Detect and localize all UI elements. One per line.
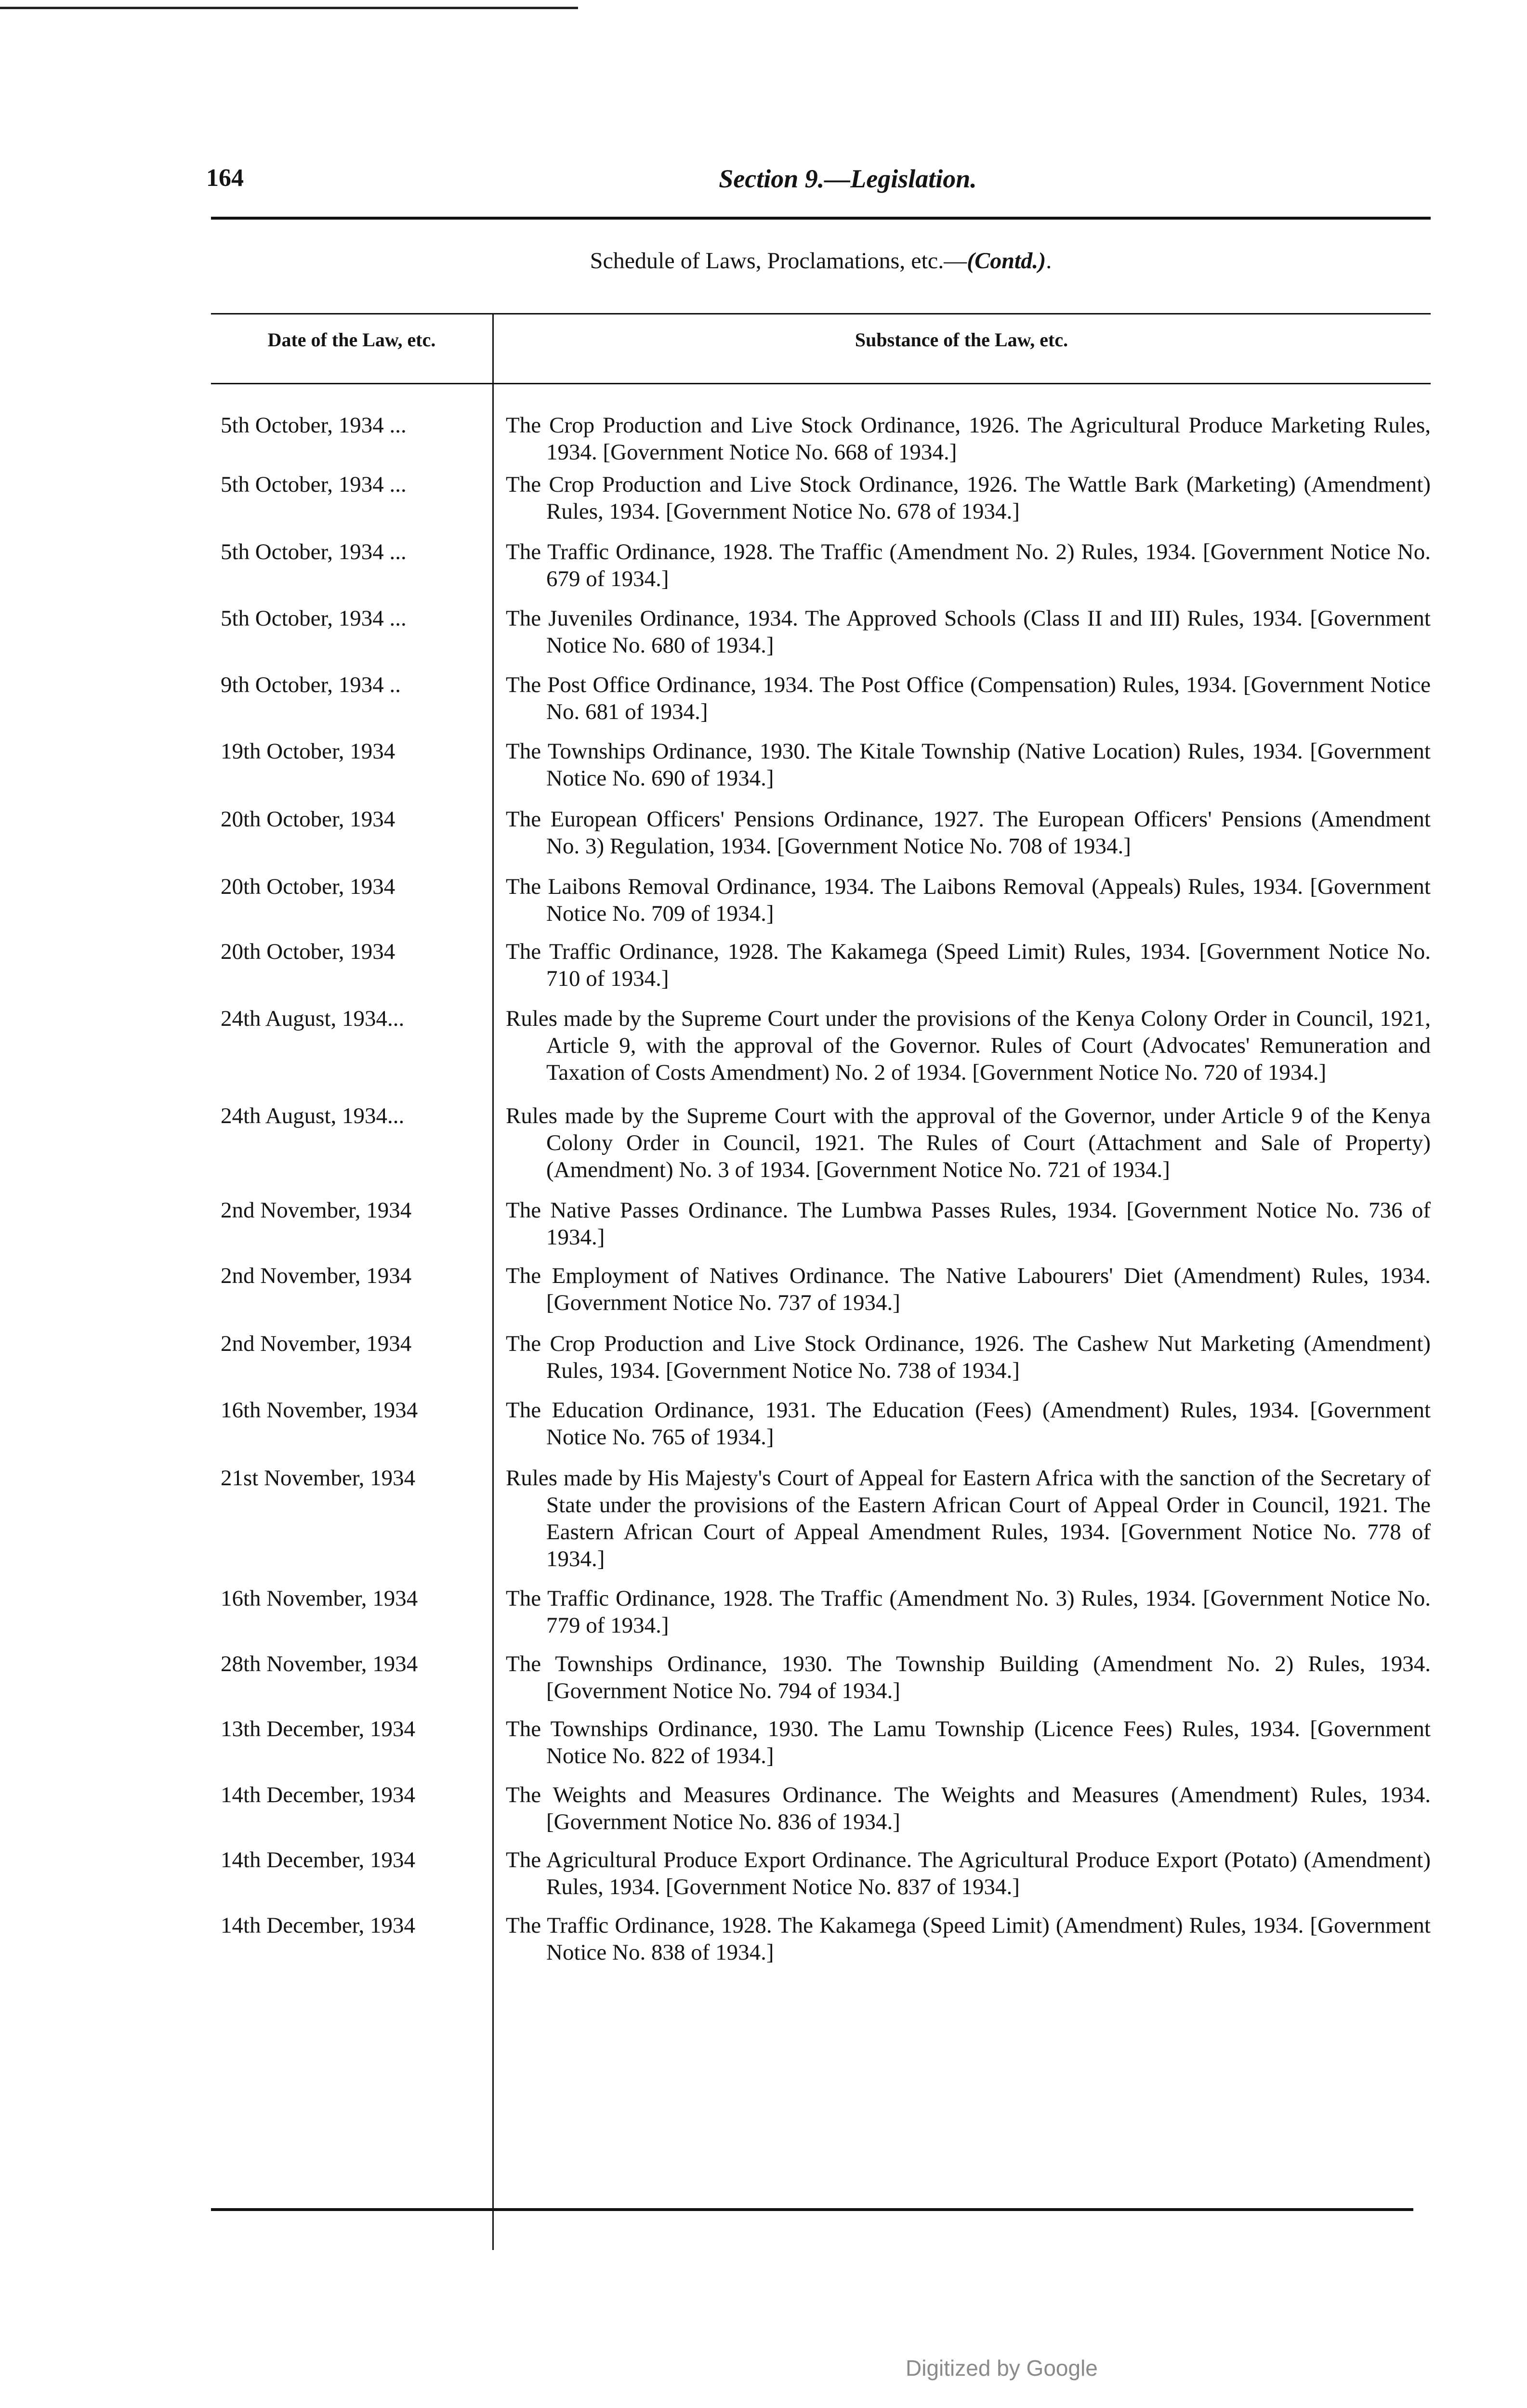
schedule-title <box>211 248 1431 274</box>
law-date: 5th October, 1934 ... <box>221 472 407 497</box>
bottom-rule <box>211 2208 1413 2211</box>
table-row <box>211 1197 1431 1251</box>
law-substance: The Employment of Natives Ordinance. The Native Labourers' Diet (Amendment) Rules, 1934. [Government Notice No. 737 of 1934.] <box>506 1263 1431 1315</box>
law-date: 28th November, 1934 <box>221 1651 418 1676</box>
law-substance: Rules made by His Majesty's Court of Appeal for Eastern Africa with the sanction of the Secretary of State under the provisions of the Eastern African Court of Appeal Order in Council, 1921. The Eastern African Court of Appeal Amendment Rules, 1934. [Government Notice No. 778 of 1934.] <box>506 1466 1431 1571</box>
law-date: 2nd November, 1934 <box>221 1263 412 1288</box>
table-row <box>211 738 1431 792</box>
law-substance: The Weights and Measures Ordinance. The Weights and Measures (Amendment) Rules, 1934. [Government Notice No. 836 of 1934.] <box>506 1782 1431 1834</box>
law-substance: The Traffic Ordinance, 1928. The Traffic (Amendment No. 3) Rules, 1934. [Government Notice No. 779 of 1934.] <box>506 1586 1431 1638</box>
law-substance: The Traffic Ordinance, 1928. The Kakamega (Speed Limit) Rules, 1934. [Government Notice No. 710 of 1934.] <box>506 939 1431 991</box>
law-date: 20th October, 1934 <box>221 939 395 964</box>
law-substance: The Traffic Ordinance, 1928. The Traffic (Amendment No. 2) Rules, 1934. [Government Notice No. 679 of 1934.] <box>506 539 1431 591</box>
top-rule <box>211 217 1431 220</box>
law-date: 2nd November, 1934 <box>221 1198 412 1223</box>
page-number: 164 <box>206 164 244 192</box>
table-row <box>211 1781 1431 1835</box>
table-row <box>211 412 1431 466</box>
table-row <box>211 1330 1431 1384</box>
table-row <box>211 1465 1431 1572</box>
table-row <box>211 1715 1431 1769</box>
law-date: 14th December, 1934 <box>221 1782 416 1807</box>
column-header-date: Date of the Law, etc. <box>267 329 436 351</box>
schedule-contd: (Contd.) <box>967 248 1046 274</box>
digitized-footer: Digitized by Google <box>906 2356 1098 2381</box>
law-substance: Rules made by the Supreme Court under the provisions of the Kenya Colony Order in Council, 1921, Article 9, with the approval of the Governor. Rules of Court (Advocates' Remuneration and Taxation of Costs Amendment) No. 2 of 1934. [Government Notice No. 720 of 1934.] <box>506 1006 1431 1085</box>
table-row <box>211 1650 1431 1704</box>
law-substance: The Education Ordinance, 1931. The Education (Fees) (Amendment) Rules, 1934. [Government Notice No. 765 of 1934.] <box>506 1398 1431 1450</box>
table-row <box>211 1846 1431 1900</box>
law-date: 5th October, 1934 ... <box>221 539 407 564</box>
table-row <box>211 1005 1431 1086</box>
table-row <box>211 605 1431 659</box>
table-row <box>211 538 1431 592</box>
schedule-title-end: . <box>1046 248 1052 274</box>
law-date: 20th October, 1934 <box>221 807 395 832</box>
schedule-table-body <box>211 412 1431 1966</box>
law-date: 16th November, 1934 <box>221 1398 418 1423</box>
law-date: 16th November, 1934 <box>221 1586 418 1611</box>
law-substance: The Townships Ordinance, 1930. The Township Building (Amendment No. 2) Rules, 1934. [Government Notice No. 794 of 1934.] <box>506 1651 1431 1703</box>
law-date: 24th August, 1934... <box>221 1103 405 1128</box>
law-date: 9th October, 1934 .. <box>221 672 401 697</box>
table-row <box>211 873 1431 927</box>
table-row <box>211 471 1431 525</box>
scan-edge-mark <box>0 7 578 9</box>
table-row <box>211 671 1431 725</box>
law-date: 20th October, 1934 <box>221 874 395 899</box>
law-date: 14th December, 1934 <box>221 1847 416 1872</box>
table-header-bottom-rule <box>211 383 1431 384</box>
law-date: 21st November, 1934 <box>221 1466 416 1491</box>
law-date: 24th August, 1934... <box>221 1006 405 1031</box>
table-row <box>211 938 1431 992</box>
law-date: 19th October, 1934 <box>221 739 395 764</box>
table-row <box>211 1912 1431 1966</box>
law-substance: The European Officers' Pensions Ordinance, 1927. The European Officers' Pensions (Amendment No. 3) Regulation, 1934. [Government Notice No. 708 of 1934.] <box>506 807 1431 859</box>
table-row <box>211 1262 1431 1316</box>
law-substance: The Post Office Ordinance, 1934. The Post Office (Compensation) Rules, 1934. [Government Notice No. 681 of 1934.] <box>506 672 1431 724</box>
table-header-top-rule <box>211 313 1431 314</box>
table-row <box>211 1585 1431 1639</box>
column-header-substance: Substance of the Law, etc. <box>855 329 1068 351</box>
law-date: 14th December, 1934 <box>221 1913 416 1938</box>
law-substance: The Juveniles Ordinance, 1934. The Approved Schools (Class II and III) Rules, 1934. [Government Notice No. 680 of 1934.] <box>506 606 1431 658</box>
law-substance: The Townships Ordinance, 1930. The Lamu Township (Licence Fees) Rules, 1934. [Government Notice No. 822 of 1934.] <box>506 1716 1431 1768</box>
schedule-title-text: Schedule of Laws, Proclamations, etc.— <box>590 248 967 274</box>
law-date: 13th December, 1934 <box>221 1716 416 1741</box>
law-substance: The Crop Production and Live Stock Ordinance, 1926. The Wattle Bark (Marketing) (Amendment) Rules, 1934. [Government Notice No. 678 of 1934.] <box>506 472 1431 524</box>
law-substance: The Townships Ordinance, 1930. The Kitale Township (Native Location) Rules, 1934. [Government Notice No. 690 of 1934.] <box>506 739 1431 791</box>
law-date: 2nd November, 1934 <box>221 1331 412 1356</box>
table-row <box>211 1102 1431 1183</box>
law-substance: The Traffic Ordinance, 1928. The Kakamega (Speed Limit) (Amendment) Rules, 1934. [Government Notice No. 838 of 1934.] <box>506 1913 1431 1965</box>
section-title: Section 9.—Legislation. <box>719 164 977 193</box>
law-date: 5th October, 1934 ... <box>221 606 407 631</box>
table-row <box>211 1397 1431 1451</box>
law-substance: The Native Passes Ordinance. The Lumbwa Passes Rules, 1934. [Government Notice No. 736 of 1934.] <box>506 1198 1431 1250</box>
law-substance: The Crop Production and Live Stock Ordinance, 1926. The Agricultural Produce Marketing Rules, 1934. [Government Notice No. 668 of 1934.] <box>506 413 1431 465</box>
law-substance: The Agricultural Produce Export Ordinance. The Agricultural Produce Export (Potato) (Amendment) Rules, 1934. [Government Notice No. 837 of 1934.] <box>506 1847 1431 1899</box>
table-row <box>211 806 1431 860</box>
law-substance: Rules made by the Supreme Court with the approval of the Governor, under Article 9 of the Kenya Colony Order in Council, 1921. The Rules of Court (Attachment and Sale of Property) (Amendment) No. 3 of 1934. [Government Notice No. 721 of 1934.] <box>506 1103 1431 1182</box>
law-substance: The Laibons Removal Ordinance, 1934. The Laibons Removal (Appeals) Rules, 1934. [Government Notice No. 709 of 1934.] <box>506 874 1431 926</box>
law-date: 5th October, 1934 ... <box>221 413 407 438</box>
law-substance: The Crop Production and Live Stock Ordinance, 1926. The Cashew Nut Marketing (Amendment) Rules, 1934. [Government Notice No. 738 of 1934.] <box>506 1331 1431 1383</box>
